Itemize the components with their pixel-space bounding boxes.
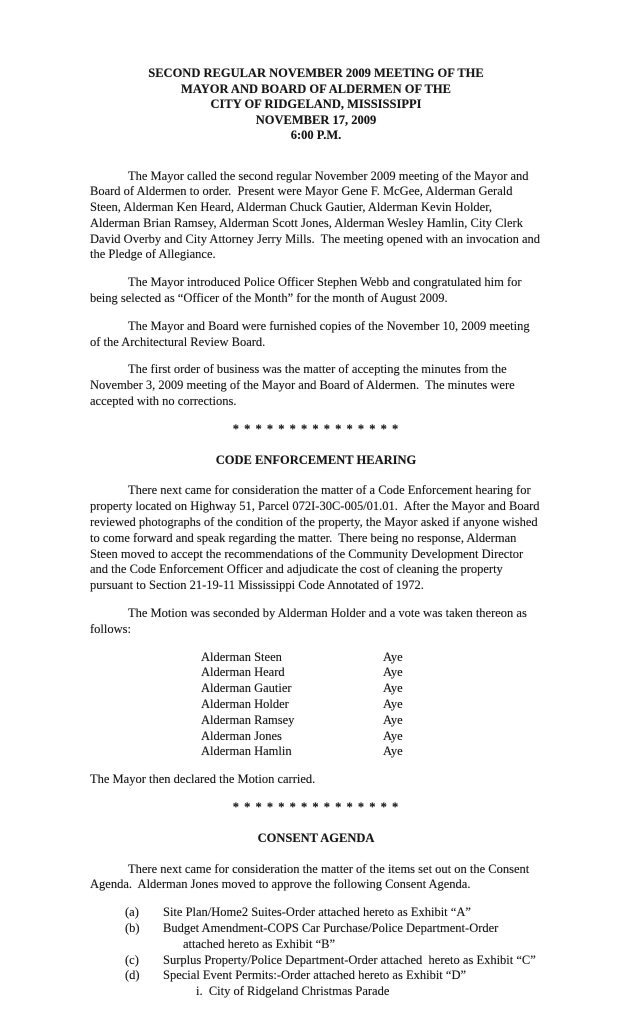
paragraph-consent-agenda-intro: There next came for consideration the matter of the items set out on the Consent Agenda. Alderman Jones moved to approve the following Consent Agenda. <box>90 861 532 892</box>
document-content <box>90 66 542 1000</box>
agenda-item-text: Budget Amendment-COPS Car Purchase/Police Department-Order <box>163 920 499 935</box>
agenda-item-text: Surplus Property/Police Department-Order attached hereto as Exhibit “C” <box>163 952 536 967</box>
agenda-item <box>90 968 542 984</box>
vote-value: Aye <box>383 649 403 664</box>
vote-name: Alderman Holder <box>201 697 289 712</box>
vote-value: Aye <box>383 712 403 727</box>
vote-name: Alderman Jones <box>201 728 282 743</box>
vote-name: Alderman Heard <box>201 665 285 680</box>
agenda-item <box>90 905 542 921</box>
vote-row <box>201 665 542 681</box>
title-line: NOVEMBER 17, 2009 <box>255 112 377 127</box>
vote-name: Alderman Ramsey <box>201 712 295 727</box>
section-separator: * * * * * * * * * * * * * * * <box>232 800 400 814</box>
paragraph-officer-of-month: The Mayor introduced Police Officer Stephen Webb and congratulated him for being selected as “Officer of the Month” for the month of August 2009. <box>90 275 525 306</box>
document-title <box>90 66 542 144</box>
agenda-item-text: Site Plan/Home2 Suites-Order attached hereto as Exhibit “A” <box>163 905 471 920</box>
paragraph-arb-copies: The Mayor and Board were furnished copies of the November 10, 2009 meeting of the Architectural Review Board. <box>90 318 533 349</box>
title-line: SECOND REGULAR NOVEMBER 2009 MEETING OF THE <box>148 66 484 80</box>
section-separator: * * * * * * * * * * * * * * * <box>232 421 400 436</box>
vote-value: Aye <box>383 681 403 696</box>
paragraph-code-enforcement-hearing: There next came for consideration the matter of a Code Enforcement hearing for property located on Highway 51, Parcel 072I-30C-005/01.01. After the Mayor and Board reviewed photographs of the condition of the property, the Mayor asked if anyone wished to come forward and speak regarding the matter. There being no response, Alderman Steen moved to accept the recommendations of the Community Development Director and the Code Enforcement Officer and adjudicate the cost of cleaning the property pursuant to Section 21-19-11 Mississippi Code Annotated of 1972. <box>90 483 543 593</box>
title-line: 6:00 P.M. <box>290 128 342 142</box>
paragraph-call-to-order: The Mayor called the second regular November 2009 meeting of the Mayor and Board of Aldermen to order. Present were Mayor Gene F. McGee, Alderman Gerald Steen, Alderman Ken Heard, Alderman Chuck Gautier, Alderman Kevin Holder, Alderman Brian Ramsey, Alderman Scott Jones, Alderman Wesley Hamlin, City Clerk David Overby and City Attorney Jerry Mills. The meeting opened with an invocation and the Pledge of Allegiance. <box>90 168 544 262</box>
vote-value: Aye <box>383 697 403 712</box>
title-line: CITY OF RIDGELAND, MISSISSIPPI <box>210 97 422 111</box>
agenda-item-continuation: attached hereto as Exhibit “B” <box>183 936 336 951</box>
vote-table <box>201 650 542 761</box>
agenda-item-label: (a) <box>125 905 139 920</box>
vote-value: Aye <box>383 665 403 680</box>
paragraph-motion-seconded: The Motion was seconded by Alderman Holder and a vote was taken thereon as follows: <box>90 606 530 636</box>
agenda-item-label: (c) <box>125 952 139 967</box>
vote-row <box>201 744 542 760</box>
vote-name: Alderman Hamlin <box>201 744 292 759</box>
agenda-item-label: (d) <box>125 968 140 983</box>
vote-value: Aye <box>383 744 403 759</box>
agenda-item <box>90 953 542 969</box>
vote-row <box>201 729 542 745</box>
title-line: MAYOR AND BOARD OF ALDERMEN OF THE <box>181 81 451 96</box>
vote-row <box>201 713 542 729</box>
vote-value: Aye <box>383 728 403 743</box>
paragraph-minutes-accepted: The first order of business was the matter of accepting the minutes from the November 3, 2009 meeting of the Mayor and Board of Aldermen. The minutes were accepted with no corrections. <box>90 362 518 409</box>
agenda-item <box>90 921 542 937</box>
vote-row <box>201 650 542 666</box>
vote-name: Alderman Gautier <box>201 681 292 696</box>
section-heading-code-enforcement: CODE ENFORCEMENT HEARING <box>215 452 417 467</box>
vote-row <box>201 681 542 697</box>
agenda-item-label: (b) <box>125 920 140 935</box>
vote-row <box>201 697 542 713</box>
consent-agenda-list <box>90 905 542 1000</box>
vote-name: Alderman Steen <box>201 649 282 664</box>
section-heading-consent-agenda: CONSENT AGENDA <box>257 830 375 845</box>
paragraph-motion-carried: The Mayor then declared the Motion carried. <box>90 772 316 787</box>
agenda-subitem-christmas-parade: i. City of Ridgeland Christmas Parade <box>196 984 390 999</box>
agenda-item-text: Special Event Permits:-Order attached hereto as Exhibit “D” <box>163 968 467 983</box>
